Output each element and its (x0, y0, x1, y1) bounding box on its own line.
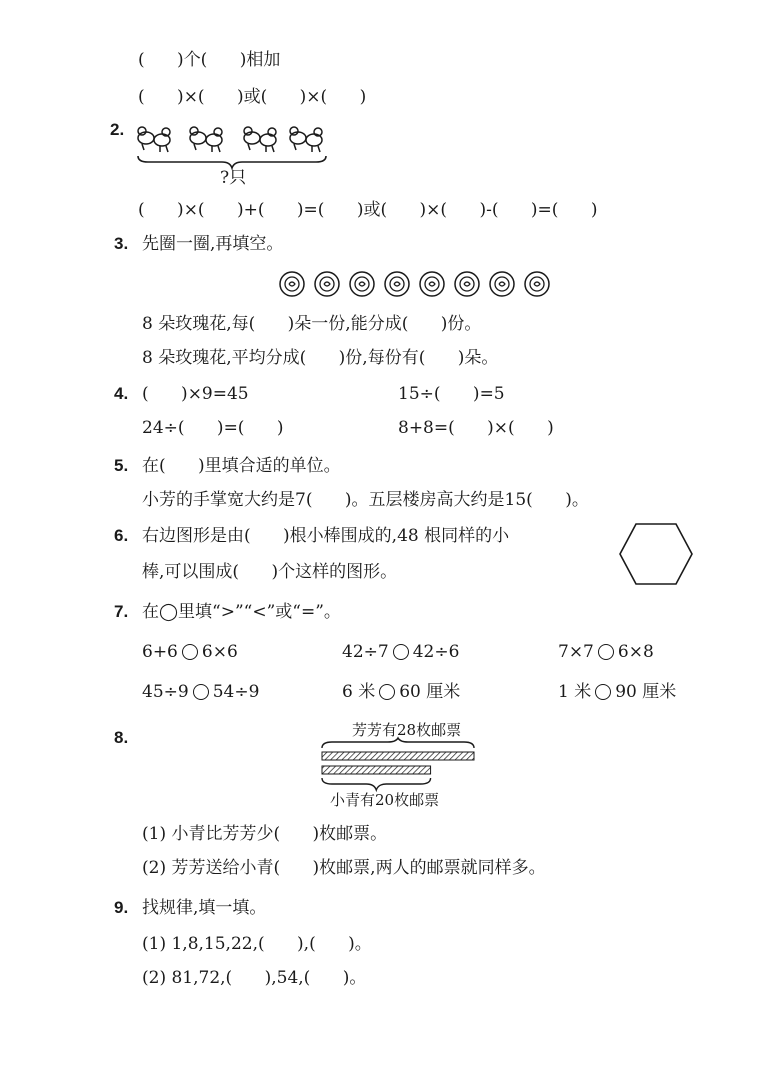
q8-top-label: 芳芳有28枚邮票 (352, 721, 462, 739)
q5-line: 小芳的手掌宽大约是7( )。五层楼房高大约是15( )。 (142, 490, 589, 510)
q7-instruction: 在◯里填“>”“<”或“=”。 (142, 602, 341, 622)
rose-icon (350, 272, 374, 296)
compare-right: 42÷6 (412, 642, 460, 662)
q7-item-3 (558, 640, 654, 664)
rose-icon (420, 272, 444, 296)
q6-number: 6. (114, 526, 129, 545)
compare-circle[interactable] (393, 644, 409, 660)
stamp-bar-diagram (318, 738, 484, 794)
chick-group-icon (290, 127, 322, 152)
xiaoqing-bar (322, 766, 431, 774)
q8-bottom-label: 小青有20枚邮票 (330, 791, 440, 809)
compare-circle[interactable] (379, 684, 395, 700)
q3-number: 3. (114, 234, 129, 253)
q7-item-6 (558, 680, 676, 704)
q2-number: 2. (110, 120, 125, 139)
chick-group-icon (244, 127, 276, 152)
chick-group (136, 118, 336, 166)
q9-number: 9. (114, 898, 129, 917)
rose-row (278, 268, 568, 300)
hexagon-figure (618, 522, 694, 586)
q6-line1: 右边图形是由( )根小棒围成的,48 根同样的小 (142, 526, 510, 546)
q5-instruction: 在( )里填合适的单位。 (142, 456, 341, 476)
q2-equation: ( )×( )+( )=( )或( )×( )-( )=( ) (138, 200, 598, 220)
rose-icon (280, 272, 304, 296)
q4-item-1: ( )×9=45 (142, 384, 249, 404)
q7-number: 7. (114, 602, 129, 621)
compare-left: 6+6 (142, 642, 178, 662)
rose-icon (455, 272, 479, 296)
q4-number: 4. (114, 384, 129, 403)
fangfang-bar (322, 752, 474, 760)
q7-item-5 (342, 680, 460, 704)
compare-left: 42÷7 (342, 642, 389, 662)
rose-icon (315, 272, 339, 296)
compare-circle[interactable] (595, 684, 611, 700)
q4-item-2: 15÷( )=5 (398, 384, 505, 404)
q2-brace-label: ?只 (220, 168, 247, 188)
compare-right: 54÷9 (212, 682, 260, 702)
q3-instruction: 先圈一圈,再填空。 (142, 234, 284, 254)
q6-line2: 棒,可以围成( )个这样的图形。 (142, 562, 398, 582)
compare-left: 45÷9 (142, 682, 189, 702)
q4-item-4: 8+8=( )×( ) (398, 418, 554, 438)
compare-left: 1 米 (558, 682, 592, 702)
rose-icon (490, 272, 514, 296)
q8-sub2: (2) 芳芳送给小青( )枚邮票,两人的邮票就同样多。 (142, 858, 546, 878)
q7-item-1 (142, 640, 238, 664)
q5-number: 5. (114, 456, 129, 475)
compare-right: 6×8 (617, 642, 654, 662)
chick-group-icon (190, 127, 222, 152)
q9-sub2: (2) 81,72,( ),54,( )。 (142, 968, 367, 988)
compare-right: 60 厘米 (399, 682, 461, 702)
q3-line1: 8 朵玫瑰花,每( )朵一份,能分成( )份。 (142, 314, 482, 334)
compare-right: 90 厘米 (615, 682, 677, 702)
q9-sub1: (1) 1,8,15,22,( ),( )。 (142, 934, 372, 954)
top-brace (322, 738, 474, 748)
q4-item-3: 24÷( )=( ) (142, 418, 284, 438)
compare-circle[interactable] (193, 684, 209, 700)
rose-icon (385, 272, 409, 296)
chick-group-icon (138, 127, 170, 152)
q3-line2: 8 朵玫瑰花,平均分成( )份,每份有( )朵。 (142, 348, 499, 368)
q8-number: 8. (114, 728, 129, 747)
q7-item-2 (342, 640, 459, 664)
q1-line2: ( )×( )或( )×( ) (138, 87, 367, 107)
q1-line1: ( )个( )相加 (138, 50, 281, 70)
compare-right: 6×6 (201, 642, 238, 662)
compare-left: 6 米 (342, 682, 376, 702)
compare-left: 7×7 (558, 642, 594, 662)
q8-sub1: (1) 小青比芳芳少( )枚邮票。 (142, 824, 388, 844)
compare-circle[interactable] (182, 644, 198, 660)
q7-item-4 (142, 680, 259, 704)
q9-instruction: 找规律,填一填。 (142, 898, 267, 918)
compare-circle[interactable] (598, 644, 614, 660)
rose-icon (525, 272, 549, 296)
